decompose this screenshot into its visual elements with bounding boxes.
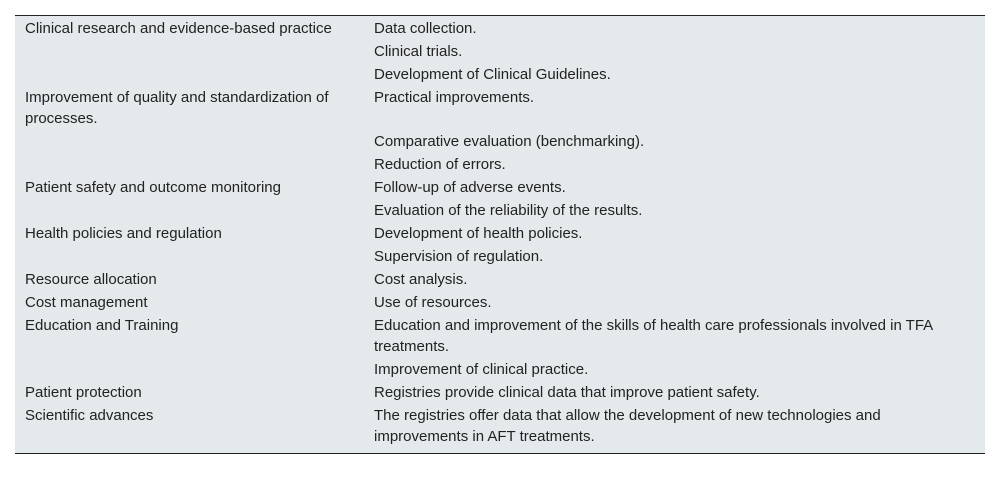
table-row (15, 246, 985, 269)
use-cell: Use of resources. (374, 294, 492, 311)
area-cell (15, 131, 374, 154)
area-cell (15, 41, 374, 64)
table-row (15, 154, 985, 177)
table-row (15, 382, 985, 405)
use-cell: Improvement of clinical practice. (374, 361, 589, 378)
use-cell: Education and improvement of the skills of health care professionals involved in TFA treatments. (374, 317, 933, 355)
use-cell: Practical improvements. (374, 89, 535, 106)
table-row (15, 87, 985, 131)
table-row (15, 315, 985, 359)
table-row (15, 292, 985, 315)
use-cell: Reduction of errors. (374, 156, 506, 173)
table-row (15, 200, 985, 223)
table-row (15, 269, 985, 292)
area-cell (15, 200, 374, 223)
registry-uses-table (15, 18, 985, 449)
use-cell: Follow-up of adverse events. (374, 179, 566, 196)
area-cell: Clinical research and evidence-based practice (25, 20, 332, 37)
use-cell: Data collection. (374, 20, 477, 37)
use-cell: Evaluation of the reliability of the results. (374, 202, 643, 219)
table-row (15, 41, 985, 64)
use-cell: Registries provide clinical data that improve patient safety. (374, 384, 760, 401)
table-row (15, 18, 985, 41)
area-cell: Improvement of quality and standardization of processes. (25, 89, 329, 127)
table-row (15, 64, 985, 87)
table-row (15, 223, 985, 246)
area-cell (15, 154, 374, 177)
use-cell: Comparative evaluation (benchmarking). (374, 133, 645, 150)
area-cell (15, 246, 374, 269)
use-cell: The registries offer data that allow the development of new technologies and improvements in AFT treatments. (374, 407, 881, 445)
table-row (15, 405, 985, 449)
area-cell (15, 64, 374, 87)
area-cell: Resource allocation (25, 271, 157, 288)
use-cell: Development of Clinical Guidelines. (374, 66, 611, 83)
table-row (15, 131, 985, 154)
use-cell: Supervision of regulation. (374, 248, 544, 265)
area-cell: Health policies and regulation (25, 225, 222, 242)
area-cell: Cost management (25, 294, 148, 311)
table-row (15, 359, 985, 382)
area-cell: Education and Training (25, 317, 179, 334)
area-cell: Patient protection (25, 384, 142, 401)
use-cell: Clinical trials. (374, 43, 463, 60)
area-cell: Patient safety and outcome monitoring (25, 179, 281, 196)
table-row (15, 177, 985, 200)
use-cell: Development of health policies. (374, 225, 583, 242)
registry-uses-table-container (15, 15, 985, 454)
use-cell: Cost analysis. (374, 271, 468, 288)
area-cell (15, 359, 374, 382)
area-cell: Scientific advances (25, 407, 154, 424)
